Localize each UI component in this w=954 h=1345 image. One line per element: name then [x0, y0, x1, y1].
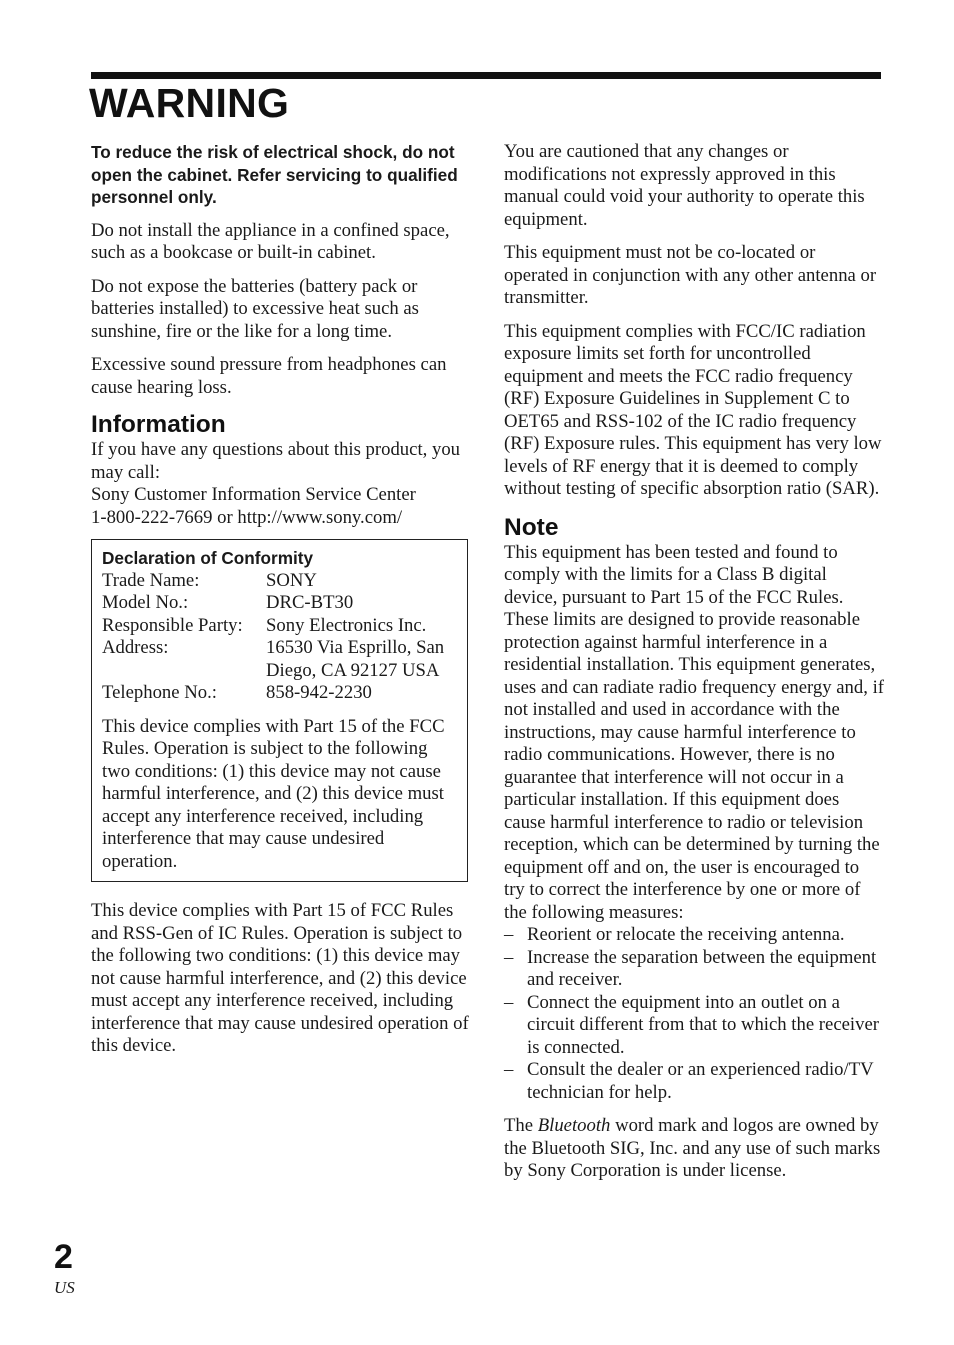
- declaration-row: [102, 682, 457, 705]
- row-value: 16530 Via Esprillo, San Diego, CA 92127 USA: [266, 637, 445, 681]
- declaration-row: [102, 637, 457, 682]
- declaration-of-conformity-box: [91, 539, 468, 882]
- modification-caution: You are cautioned that any changes or modifications not expressly approved in this manual could void your authority to operate this equipment.: [504, 141, 865, 230]
- battery-warning: Do not expose the batteries (battery pack or batteries installed) to excessive heat such as sunshine, fire or the like for a long time.: [91, 275, 419, 342]
- measures-list: [504, 924, 884, 1104]
- list-item: – Increase the separation between the equipment and receiver.: [504, 947, 884, 992]
- row-label: Address:: [102, 637, 169, 658]
- right-column: [504, 141, 884, 1183]
- colocation-warning: This equipment must not be co-located or operated in conjunction with any other antenna or transmitter.: [504, 242, 877, 308]
- information-contact: 1-800-222-7669 or http://www.sony.com/: [91, 506, 403, 528]
- shock-warning: To reduce the risk of electrical shock, do not open the cabinet. Refer servicing to qualified personnel only.: [91, 142, 458, 207]
- declaration-compliance: This device complies with Part 15 of the FCC Rules. Operation is subject to the following two conditions: (1) this device may not cause harmful interference, and (2) this device must accept any interference received, including interference that may cause undesired operation.: [102, 715, 445, 872]
- top-rule: [91, 72, 881, 79]
- declaration-row: [102, 615, 457, 638]
- row-value: SONY: [266, 569, 317, 591]
- row-label: Telephone No.:: [102, 682, 217, 703]
- row-label: Model No.:: [102, 592, 189, 613]
- row-value: 858-942-2230: [266, 682, 372, 703]
- rf-exposure-text: This equipment complies with FCC/IC radiation exposure limits set forth for uncontrolled equipment and meets the FCC radio frequency (RF) Exposure Guidelines in Supplement C to OET65 and RSS-102 of the IC radio frequency (RF) Exposure rules. This equipment has very low levels of RF energy that it is deemed to comply without testing of specific absorption ratio (SAR).: [504, 320, 882, 499]
- row-label: Responsible Party:: [102, 614, 243, 636]
- page-number: 2: [54, 1238, 73, 1276]
- bluetooth-word: Bluetooth: [537, 1115, 611, 1136]
- declaration-row: [102, 592, 457, 615]
- page-region: US: [54, 1278, 75, 1297]
- bluetooth-rest: word mark and logos are owned by the Bluetooth SIG, Inc. and any use of such marks by Sony Corporation is under license.: [504, 1115, 881, 1181]
- list-item: – Consult the dealer or an experienced radio/TV technician for help.: [504, 1059, 884, 1104]
- row-label: Trade Name:: [102, 569, 200, 591]
- left-column: [91, 141, 469, 1058]
- bluetooth-the: The: [504, 1115, 534, 1136]
- information-heading: Information: [91, 411, 226, 438]
- note-heading: Note: [504, 513, 559, 541]
- information-center: Sony Customer Information Service Center: [91, 484, 416, 505]
- information-text: If you have any questions about this product, you may call:: [91, 439, 461, 483]
- list-item: – Connect the equipment into an outlet on a circuit different from that to which the receiver is connected.: [504, 992, 884, 1060]
- declaration-row: [102, 570, 457, 593]
- list-item: – Reorient or relocate the receiving antenna.: [504, 924, 884, 947]
- row-value: Sony Electronics Inc.: [266, 614, 427, 636]
- hearing-warning: Excessive sound pressure from headphones can cause hearing loss.: [91, 354, 447, 398]
- declaration-title: Declaration of Conformity: [102, 548, 314, 568]
- note-text: This equipment has been tested and found to comply with the limits for a Class B digital device, pursuant to Part 15 of the FCC Rules. These limits are designed to provide reasonable protection against harmful interference in a residential installation. This equipment generates, uses and can radiate radio frequency energy and, if not installed and used in accordance with the instructions, may cause harmful interference to radio communications. However, there is no guarantee that interference will not occur in a particular installation. If this equipment does cause harmful interference to radio or television reception, which can be determined by turning the equipment off and on, the user is encouraged to try to correct the interference by one or more of the following measures:: [504, 541, 884, 923]
- fcc-compliance-text: This device complies with Part 15 of FCC Rules and RSS-Gen of IC Rules. Operation is subject to the following two conditions: (1) this device may not cause harmful interference, and (2) this device must accept any interference received, including interference that may cause undesired operation of this device.: [91, 900, 469, 1056]
- page-title: WARNING: [89, 80, 290, 126]
- install-warning: Do not install the appliance in a confined space, such as a bookcase or built-in cabinet.: [91, 219, 450, 263]
- bluetooth-trademark: [504, 1115, 884, 1183]
- row-value: DRC-BT30: [266, 592, 354, 613]
